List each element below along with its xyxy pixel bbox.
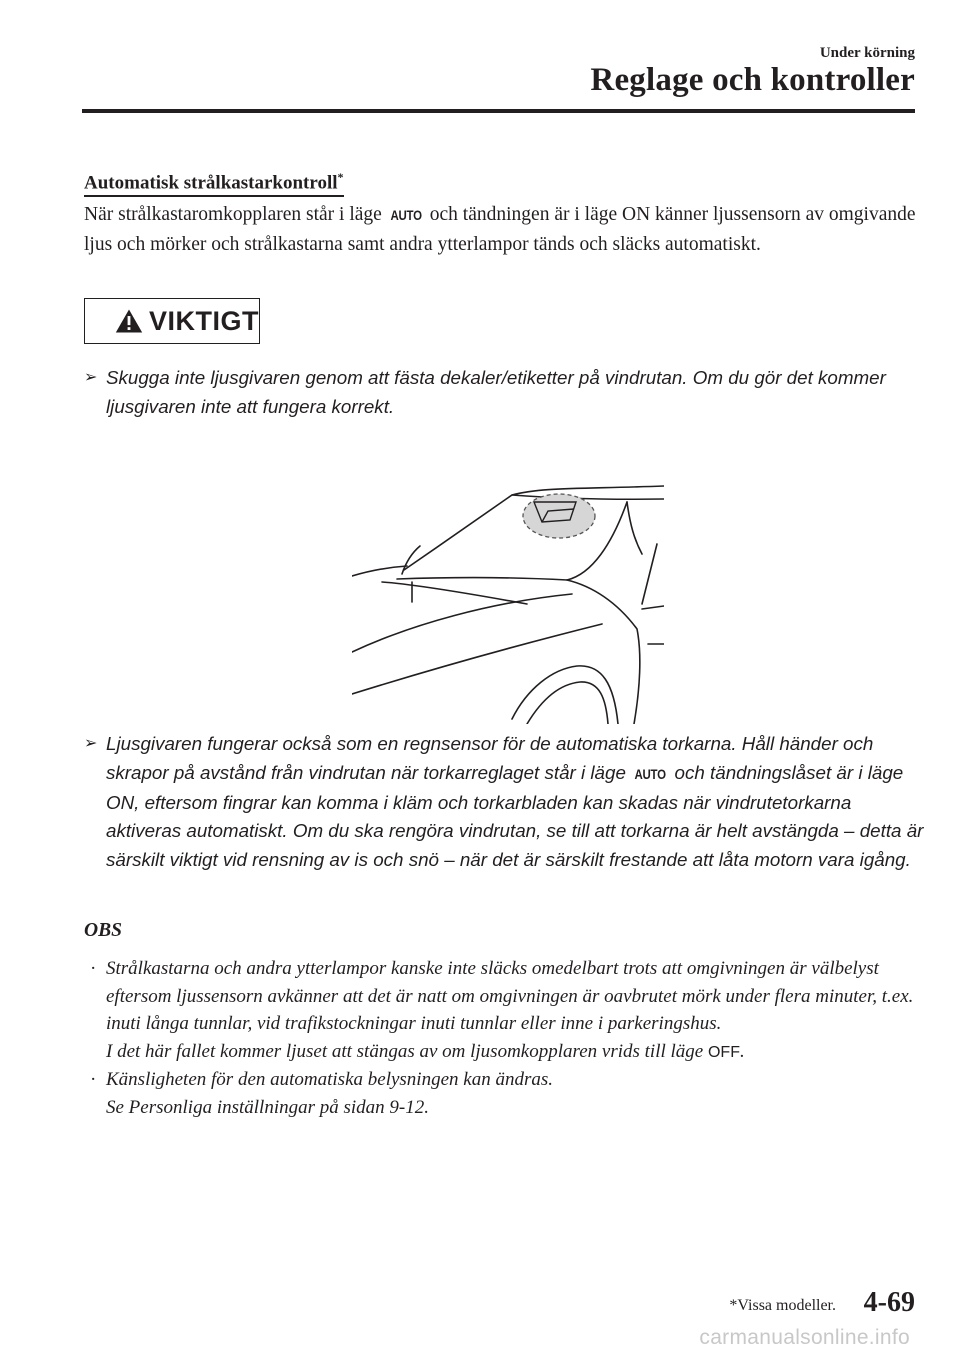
warning-triangle-icon [115, 306, 143, 336]
warning-item-2-text-2: och tändningslåset är i läge ON, eftersom fingrar kan komma i kläm och torkarbladen kan skadas när vindrutetorkarna aktiveras automatiskt. Om du ska rengöra vindrutan, se till att torkarna är helt avstängda – detta är särskilt viktigt vid rensning av is och snö – när det är särskilt frestande att låta motorn vara igång. [106, 761, 924, 871]
header-chapter-title: Reglage och kontroller [590, 62, 915, 98]
section-title-mark: * [337, 170, 344, 184]
note-item-1-end: . [739, 1040, 745, 1062]
windshield-sensor-illustration [352, 484, 664, 724]
section-title [84, 166, 344, 197]
watermark: carmanualsonline.info [699, 1326, 910, 1349]
note-item-2-text-2: Se Personliga inställningar på sidan 9-12. [106, 1096, 429, 1118]
warning-item-1 [84, 364, 924, 422]
note-list [84, 955, 916, 1121]
intro-paragraph [84, 200, 916, 259]
note-item-2-text: Känsligheten för den automatiska belysningen kan ändras. [106, 1069, 553, 1090]
auto-position-label: AUTO [390, 207, 422, 223]
header-section: Under körning [819, 45, 915, 61]
footer-note: *Vissa modeller. [729, 1297, 836, 1314]
intro-text-1: När strålkastaromkopplaren står i läge [84, 204, 387, 225]
auto-position-label: AUTO [634, 765, 666, 782]
arrow-bullet-icon: ➢ [84, 369, 98, 386]
warning-item-2 [84, 730, 924, 875]
note-item-1-text-2: I det här fallet kommer ljuset att stängas av om ljusomkopplaren vrids till läge [106, 1040, 708, 1062]
warning-box [84, 298, 260, 344]
arrow-bullet-icon: ➢ [84, 735, 98, 752]
warning-label: VIKTIGT [149, 305, 259, 336]
warning-item-2-text-1: Ljusgivaren fungerar också som en regnsensor för de automatiska torkarna. Håll händer och skrapor på avstånd från vindrutan när torkarreglaget står i läge [106, 733, 874, 783]
note-item-1 [84, 955, 916, 1066]
intro-text-2: och tändningen är i läge ON känner ljussensorn av omgivande ljus och mörker och strålkastarna samt andra ytterlampor tänds och släcks automatiskt. [84, 204, 916, 255]
header-rule [82, 109, 915, 113]
warning-item-2-text [106, 730, 924, 875]
page-number: 4-69 [863, 1287, 915, 1318]
note-item-1-text: Strålkastarna och andra ytterlampor kanske inte släcks omedelbart trots att omgivningen är välbelyst eftersom ljussensorn avkänner att det är natt om omgivningen är oavbrutet mörk under flera minuter, t.ex. inuti långa tunnlar, vid trafikstockningar inuti tunnlar eller inne i parkeringshus. [106, 958, 914, 1034]
off-position-label: OFF [707, 1043, 740, 1061]
note-item-2 [84, 1066, 916, 1121]
warning-item-1-text: Skugga inte ljusgivaren genom att fästa dekaler/etiketter på vindrutan. Om du gör det kommer ljusgivaren inte att fungera korrekt. [106, 367, 886, 417]
note-title: OBS [84, 920, 122, 941]
section-title-text: Automatisk strålkastarkontroll [84, 172, 338, 194]
bullet-dot-icon: · [90, 1069, 97, 1090]
bullet-dot-icon: · [90, 958, 97, 979]
